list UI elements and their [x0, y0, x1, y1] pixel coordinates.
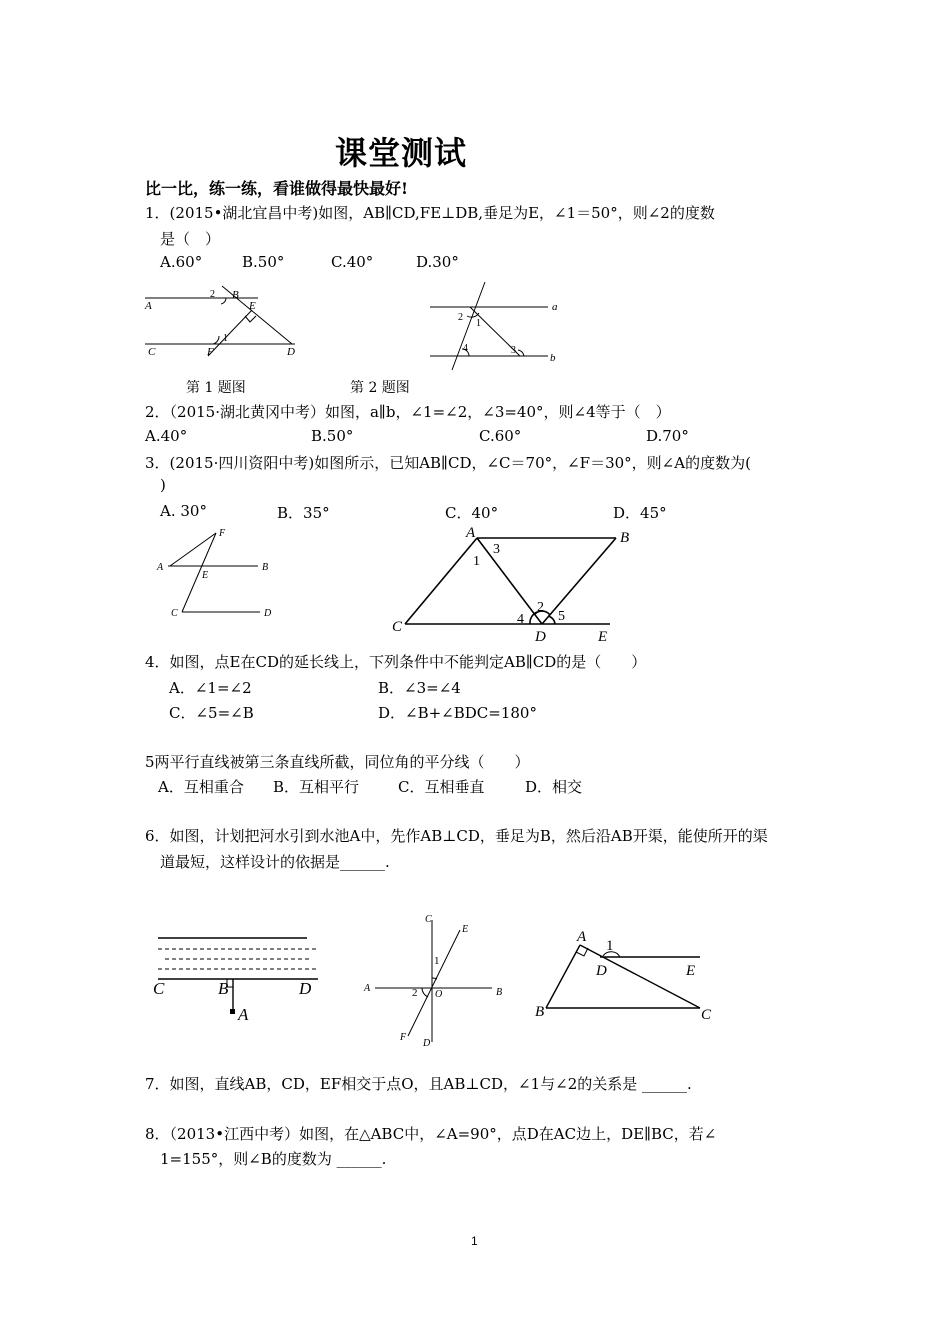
question-8-text: 8．（2013•江西中考）如图，在△ABC中，∠A=90°，点D在AC边上，DE∥BC，若∠ [145, 1125, 717, 1143]
fig2-angle-4: 4 [463, 343, 468, 354]
q5-option-d: D．相交 [525, 778, 583, 796]
fig2-angle-2: 2 [458, 312, 463, 323]
q4-option-d: D．∠B+∠BDC=180° [378, 704, 537, 722]
fig2-label-a: a [552, 301, 558, 313]
q2-option-d: D.70° [646, 427, 689, 445]
fig1-label-f: F [207, 346, 214, 358]
page-title: 课堂测试 [335, 134, 468, 172]
fig2-label-b: b [550, 352, 556, 364]
q4-option-b: B．∠3=∠4 [378, 679, 461, 697]
page-subtitle: 比一比，练一练，看谁做得最快最好! [145, 179, 409, 198]
q2-option-c: C.60° [479, 427, 522, 445]
fig1-label-a: A [145, 300, 152, 312]
fig4-label-e: E [598, 629, 608, 645]
q2-option-b: B.50° [311, 427, 354, 445]
q1-option-b: B.50° [242, 253, 285, 271]
fig8-label-c: C [701, 1007, 712, 1023]
fig4-label-d: D [535, 629, 546, 645]
q1-option-c: C.40° [331, 253, 374, 271]
fig3-label-d: D [264, 608, 272, 619]
question-4-text: 4．如图，点E在CD的延长线上，下列条件中不能判定AB∥CD的是（ ） [145, 653, 647, 671]
fig1-angle-2: 2 [210, 289, 215, 300]
fig3-label-b: B [262, 562, 269, 573]
fig8-angle-1: 1 [606, 938, 614, 954]
fig4-angle-4: 4 [517, 612, 524, 627]
question-3-text: 3．(2015·四川资阳中考)如图所示，已知AB∥CD，∠C＝70°，∠F＝30°，则∠A的度数为( [145, 454, 751, 472]
q5-option-a: A．互相重合 [158, 778, 244, 796]
question-2-text: 2．（2015·湖北黄冈中考）如图，a∥b，∠1=∠2，∠3=40°，则∠4等于（ ） [145, 403, 671, 421]
question-6-text: 6．如图，计划把河水引到水池A中，先作AB⊥CD，垂足为B，然后沿AB开渠，能使所开的渠 [145, 827, 768, 845]
fig1-label-e: E [249, 300, 256, 312]
question-7-text: 7．如图，直线AB，CD，EF相交于点O，且AB⊥CD，∠1与∠2的关系是 ______. [145, 1075, 692, 1093]
fig7-label-e: E [462, 924, 469, 935]
fig4-angle-1: 1 [473, 554, 480, 569]
q1-option-d: D.30° [416, 253, 459, 271]
fig4-label-a: A [466, 525, 476, 541]
fig7-label-o: O [435, 989, 443, 1000]
fig1-label-b: B [232, 289, 239, 301]
fig4-angle-2: 2 [537, 600, 544, 615]
fig4-label-c: C [392, 619, 403, 635]
fig7-angle-2: 2 [412, 987, 418, 999]
fig7-label-a: A [364, 983, 371, 994]
q3-option-b: B．35° [277, 504, 330, 522]
question-3-text-cont: ) [160, 476, 166, 494]
fig3-label-a: A [157, 562, 164, 573]
question-6-text-cont: 道最短，这样设计的依据是______. [160, 853, 390, 871]
fig2-angle-3: 3 [511, 345, 516, 356]
q4-option-c: C．∠5=∠B [169, 704, 254, 722]
fig4-angle-3: 3 [493, 542, 500, 557]
fig6-label-c: C [153, 979, 165, 998]
fig2-angle-1: 1 [476, 318, 481, 329]
q5-option-c: C．互相垂直 [398, 778, 485, 796]
question-1-text-cont: 是（ ） [160, 230, 221, 248]
fig6-label-a: A [238, 1005, 249, 1024]
fig1-angle-1: 1 [223, 333, 228, 344]
question-5-text: 5两平行直线被第三条直线所截，同位角的平分线（ ） [145, 753, 530, 771]
q4-option-a: A．∠1=∠2 [169, 679, 252, 697]
page-number: 1 [471, 1234, 478, 1248]
figure-1-caption: 第 1 题图 [186, 380, 246, 396]
fig7-label-c: C [425, 914, 432, 925]
q1-option-a: A.60° [160, 253, 203, 271]
q2-option-a: A.40° [145, 427, 188, 445]
fig3-label-e: E [202, 570, 209, 581]
figure-2-caption: 第 2 题图 [350, 380, 410, 396]
fig8-label-e: E [686, 963, 696, 979]
fig3-label-c: C [171, 608, 178, 619]
fig4-label-b: B [620, 530, 630, 546]
fig8-label-a: A [577, 929, 587, 945]
question-8-text-cont: 1=155°，则∠B的度数为 ______. [160, 1150, 387, 1168]
fig1-label-c: C [148, 346, 156, 358]
q3-option-a: A. 30° [160, 502, 207, 520]
fig1-label-d: D [287, 346, 295, 358]
q3-option-d: D．45° [613, 504, 667, 522]
fig7-label-f: F [400, 1032, 407, 1043]
fig7-label-b: B [496, 987, 503, 998]
fig8-label-d: D [596, 963, 607, 979]
fig7-angle-1: 1 [434, 955, 440, 967]
fig4-angle-5: 5 [558, 609, 565, 624]
fig8-label-b: B [535, 1004, 545, 1020]
question-1-text: 1．(2015•湖北宜昌中考)如图，AB∥CD,FE⊥DB,垂足为E，∠1＝50°，则∠2的度数 [145, 204, 715, 222]
q3-option-c: C．40° [445, 504, 499, 522]
fig7-label-d: D [423, 1038, 431, 1049]
q5-option-b: B．互相平行 [273, 778, 360, 796]
fig6-label-d: D [299, 979, 312, 998]
fig3-label-f: F [219, 528, 226, 539]
fig6-label-b: B [218, 979, 229, 998]
